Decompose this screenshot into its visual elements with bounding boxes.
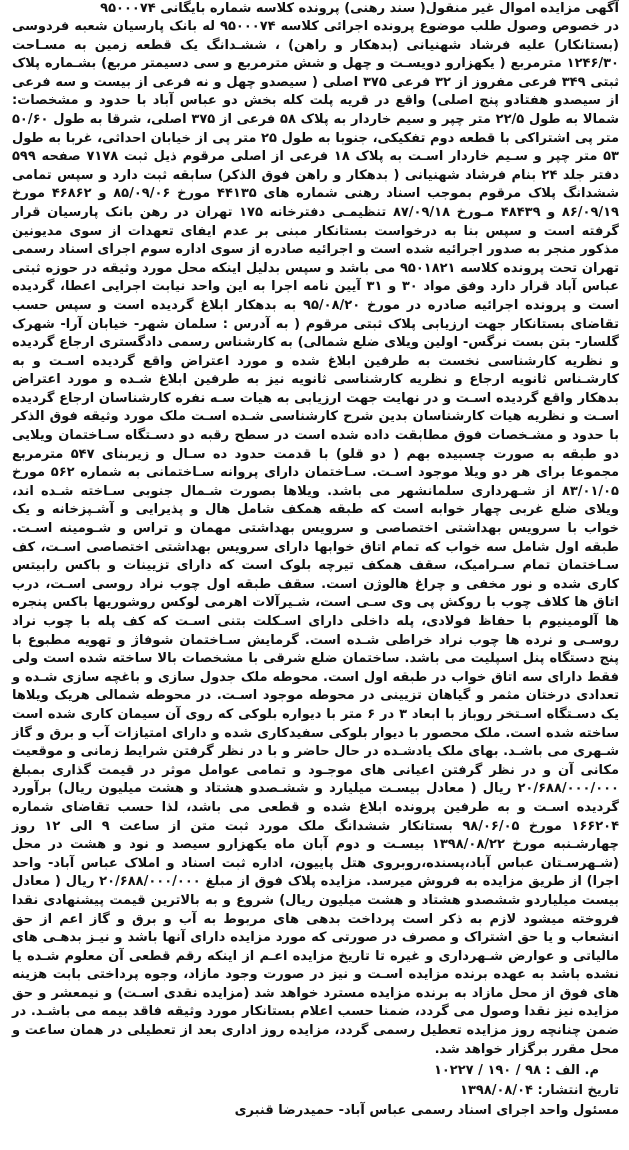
notice-footer <box>12 1061 619 1121</box>
notice-body: در خصوص وصول طلب موضوع پرونده اجرائی کلاسه ۹۵۰۰۰۷۴ له بانک پارسیان شعبه فردوسی (بستانکار) علیه فرشاد شهنیانی (بدهکار و راهن) ، ششـدانگ یک قطعه زمین به مسـاحت ۱۲۴۶/۳۰ مترمربع ( یکهزارو دویسـت و چهل و شش مترمربع و سی دسیمتر مربع) بشـماره پلاک ثبتی ۳۴۹ فرعی مفروز از ۳۲ فرعی ۳۷۵ اصلی ( سیصدو چهل و نه فرعی از بیست و سه فرعی از سیصدو هفتادو پنج اصلی) واقع در قریه پلت کله بخش دو عباس آباد با حدود و مشخصات: شمالا به طول ۲۲/۵ متر چپر و سیم خاردار به پلاک ۵۸ فرعی از ۳۷۵ اصلی، شرقا به طول ۵۰/۶۰ متر پی اشتراکی با قطعه دوم تفکیکی، جنوبا به طول ۲۵ متر پی از خیابان احداثی، غربا به طول ۵۳ متر چپر و سـیم خاردار اسـت به پلاک ۱۸ فرعی از اصلی مرقوم ذیل ثبت ۷۱۷۸ صفحه ۵۹۹ دفتر جلد ۲۴ بنام فرشاد شهنیانی ( بدهکار و راهن فوق الذکر) سابقه ثبت دارد و سپس تمامی ششدانگ پلاک مرقوم بموجب اسناد رهنی شماره های ۴۴۱۳۵ مورخ ۸۵/۰۹/۰۶ و ۴۶۸۶۲ مورخ ۸۶/۰۹/۱۹ و ۴۸۴۳۹ مـورخ ۸۷/۰۹/۱۸ تنظیمـی دفترخانه ۱۷۵ تهران در رهن بانک پارسیان قرار گرفته است و سپس بنا به درخواست بستانکار مبنی بر عدم ایفای تعهدات از سوی مدیونین مذکور منجر به صدور اجرائیه شده است و اجرائیه صادره از سوی اداره سوم اجرای اسناد رسمی تهران تحت پرونده کلاسه ۹۵۰۱۸۲۱ می باشد و سپس بدلیل اینکه محل مورد وثیقه در حوزه ثبتی عباس آباد قرار دارد وفق مواد ۳۰ و ۳۱ آیین نامه اجرا به این واحد نیابت اجرایی اعطا، گردیده است و پرونده اجرائیه صادره در مورخ ۹۵/۰۸/۲۰ به بدهکار ابلاغ گردیده است و سپس حسب تقاضای بستانکار جهت ارزیابی پلاک ثبتی مرقوم ( به آدرس : سلمان شهر- خیابان آرا- شهرک گلسار- بتن بست نرگس- اولین ویلای ضلع شمالی) به کارشناس رسمی دادگستری ارجاع گردیده و نظریه کارشناسی نخست به طرفین ابلاغ شده و مورد اعتراض واقع گردیده اسـت و به کارشـناس ثانویه ارجاع و نظریه کارشناسی ثانویه نیز به طرفین ابلاغ شـده و مورد اعتراض بدهکار واقع گردیده اسـت و در نهایت جهت ارزیابی به هیات سـه نفره کارشناسان ارجاع گردیده اسـت و نظریه هیات کارشناسان بدین شرح کارشناسی شـده اسـت ملک مورد وثیقه فوق الذکر با حدود و مشـخصات فوق مطابقت داده شده است در سطح رقبه دو دسـتگاه سـاختمان ویلایی دو طبقه به صورت چسبیده بهم ( دو قلو) با قدمت حدود ده سـال و زیربنای ۵۴۷ مترمربع مجموعا برای هر دو ویلا موجود اسـت. سـاختمان دارای پروانه سـاختمانی به شماره ۵۶۲ مورخ ۸۳/۰۱/۰۵ از شـهرداری سلمانشهر می باشد. ویلاها بصورت شـمال جنوبی سـاخته شـده اند، ویلای ضلع غربی چهار خوابه است که طبقه همکف شامل هال و پذیرایی و آشـپزخانه و یک خواب با سرویس بهداشتی اختصاصی و سرویس بهداشتی مهمان و تراس و شـومینه اسـت. طبقه اول شامل سه خواب که تمام اتاق خوابها دارای سرویس بهداشتی اختصاصی اسـت، کف سـاختمان تمام سـرامیک، سقف همکف تیرچه بلوک است که دارای تزیینات و باکس رابیتس کاری شده و نور مخفی و چراغ هالوژن است. سقف طبقه اول چوب نراد روسی اسـت، درب اتاق ها کلاف چوب با روکش پی وی سـی است، شـیرآلات اهرمی لوکس روشوریها باکس پنجره ها آلومینیوم با حفاظ فولادی، پله داخلی دارای اسـکلت بتنی اسـت که کف پله با چوب نراد روسـی و نرده ها چوب نراد خراطی شـده است. گرمایش سـاختمان شوفاژ و تهویه مطبوع با پنج دستگاه پنل اسپلیت می باشد. ساختمان ضلع شرقی با مشخصات بالا ساخته شده است ولی فقط دارای سه اتاق خواب در طبقه اول است. محوطه ملک جدول سازی و باغچه سازی شـده و تعدادی درختان مثمر و گیاهان تزیینی در محوطه موجود اسـت. در محوطه شمالی هریک ویلاها یک دسـتگاه اسـتخر روباز با ابعاد ۳ در ۶ متر با دیواره بلوکی که روی آن سیمان کاری شده است ساخته شده است. ملک محصور با دیوار بلوکی سفیدکاری شده و دارای امتیازات آب و برق و گاز شـهری می باشـد. بهای ملک یادشـده در حال حاضر و با در نظر گرفتن شرایط زمانی و موقعیت مکانی آن و در نظر گرفتن اعیانی های موجـود و تمامی عوامل موثر در قیمت گذاری بمبلغ ۲۰/۶۸۸/۰۰۰/۰۰۰ ریال ( معادل بیسـت میلیارد و ششـصدو هشتاد و هشت میلیون ریال) برآورد گردیده اسـت و به طرفین پرونده ابلاغ شده و قطعی می باشد، لذا حسب تقاضای شماره ۱۶۶۲۰۴ مورخ ۹۸/۰۶/۰۵ بستانکار ششدانگ ملک مورد ثبت متن از ساعت ۹ الی ۱۲ روز چهارشـنبه مورخ ۱۳۹۸/۰۸/۲۲ بیسـت و دوم آبان ماه یکهزارو سیصد و نود و هشت در محل (شـهرسـتان عباس آباد،پسنده،روبروی هتل پاییون، اداره ثبت اسناد و املاک عباس آباد- واحد اجرا) از طریق مزایده به فروش میرسد. مزایده پلاک فوق از مبلغ ۲۰/۶۸۸/۰۰۰/۰۰۰ ریال ( معادل بیست میلیاردو ششصدو هشتاد و هشت میلیون ریال) شروع و به بالاترین قیمت پیشنهادی نقدا فروخته میشود لازم به ذکر است پرداخت بدهی های مربوط به آب و برق و گاز اعم از حق انشعاب و یا حق اشتراک و مصرف در صورتی که مورد مزایده دارای آنها باشد و نیـز بدهـی های مالیاتی و عوارض شـهرداری و غیره تا تاریخ مزایده اعـم از اینکه رقم قطعی آن معلوم شـده یا نشده باشد به عهده برنده مزایده اسـت و نیز در صورت وجود مازاد، وجوه پرداختی بابت هزینه های فوق از محل مازاد به برنده مزایده مسترد خواهد شد (مزایده نقدی اسـت) و نیمعشر و حق مزایده نیز نقدا وصول می گردد، ضمنا حسب اعلام بستانکار مورد وثیقه فاقد بیمه می باشـد. در ضمن چنانچه روز مزایده تعطیل رسمی گردد، مزایده روز اداری بعد از تعطیلی در همان ساعت و محل مقرر برگزار خواهد شد. <box>12 19 620 1057</box>
notice-title: آگهی مزایده اموال غیر منقول( سند رهنی) پرونده کلاسه شماره بایگانی ۹۵۰۰۰۷۴ <box>100 1 619 16</box>
reference-number: م. الف : ۹۸ / ۱۹۰ / ۱۰۲۲۷ <box>433 1063 599 1079</box>
publish-date: تاریخ انتشار: ۱۳۹۸/۰۸/۰۴ <box>460 1083 619 1099</box>
signature-line: مسئول واحد اجرای اسناد رسمی عباس آباد- حمیدرضا قنبری <box>234 1103 619 1119</box>
